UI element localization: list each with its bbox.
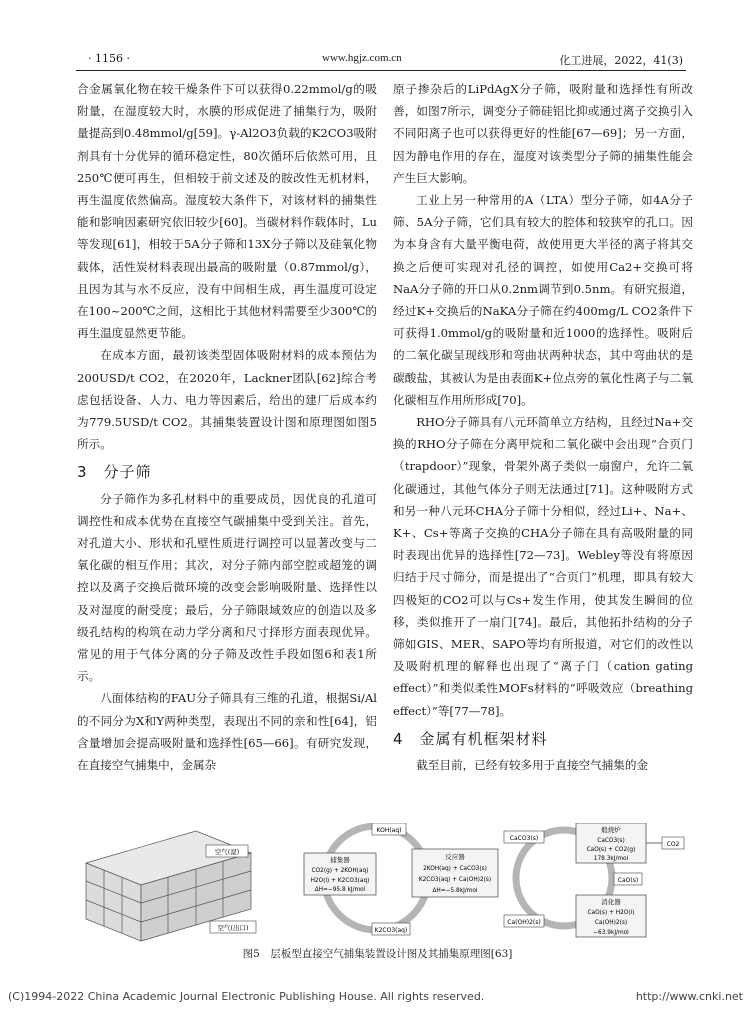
adsorber-reaction-2: H2O(l) + K2CO3(aq) — [310, 878, 370, 884]
slaker-reaction-2: Ca(OH)2(s) — [594, 920, 628, 926]
copyright-text: (C)1994-2022 China Academic Journal Electronic Publishing House. All rights reserved. — [8, 990, 485, 1003]
right-paragraph-3: RHO分子筛具有八元环简单立方结构，且经过Na+交换的RHO分子筛在分离甲烷和二氧化碳中会出现“合页门（trapdoor）”现象，骨架外离子类似一扇窗户，允许二氧化碳通过，其他气体分子则无法通过[71]。这种吸附方式和另一种八元环CHA分子筛十分相似，经过Li+、Na+、K+、Cs+等离子交换的CHA分子筛在具有高吸附量的同时表现出优异的选择性[72—73]。Webley等没有将原因归结于尺寸筛分，而是提出了“合页门”机理，即具有较大四极矩的CO2可以与Cs+发生作用，使其发生瞬间的位移，类似推开了一扇门[74]。最后，其他拓扑结构的分子筛如GIS、MER、SAPO等均有所报道，对它们的改性以及吸附机理的解释也出现了“离子门（cation gating effect）”和类似柔性MOFs材料的“呼吸效应（breathing effect）”等[77—78]。 — [393, 415, 693, 718]
left-paragraph-4: 八面体结构的FAU分子筛具有三维的孔道，根据Si/Al的不同分为X和Y两种类型，表现出不同的亲和性[64]，铝含量增加会提高吸附量和选择性[65—66]。有研究发现，在直接空气捕集中，金属杂 — [77, 691, 377, 773]
reactor-reaction-2: K2CO3(aq) + Ca(OH)2(s) — [418, 877, 492, 883]
koh-label: KOH(aq) — [376, 827, 402, 834]
journal-url: www.hgjz.com.cn — [322, 52, 402, 64]
right-paragraph-1: 原子掺杂后的LiPdAgX分子筛，吸附量和选择性有所改善，如图7所示，调变分子筛硅铝比抑或通过离子交换引入不同阳离子也可以获得更好的性能[67—69]；另一方面，因为静电作用的存在，湿度对该类型分子筛的捕集性能会产生巨大影响。 — [393, 82, 693, 185]
reactor-title: 反应器 — [445, 853, 465, 861]
air-out-label: 空气(出口) — [217, 924, 249, 932]
calciner-title: 煅烧炉 — [601, 826, 621, 834]
calciner-reaction-2: CaO(s) + CO2(g) — [586, 847, 636, 853]
adsorber-title: 捕集器 — [330, 856, 350, 864]
caoh2-label: Ca(OH)2(s) — [507, 919, 541, 926]
left-paragraph-1: 合金属氧化物在较干燥条件下可以获得0.22mmol/g的吸附量，在湿度较大时，水膜的形成促进了捕集行为，吸附量提高到0.48mmol/g[59]。γ-Al2O3负载的K2CO3吸附剂具有十分优异的循环稳定性，80次循环后依然可用，且250℃便可再生，但相较于前文述及的胺改性无机材料，再生温度依然偏高。湿度较大条件下，对该材料的捕集性能和影响因素研究依旧较少[60]。当碳材料作载体时，Lu等发现[61]，相较于5A分子筛和13X分子筛以及硅氧化物载体，活性炭材料表现出最高的吸附量（0.87mmol/g），且因为其与水不反应，没有中间相生成，再生温度可设定在100~200℃之间，这相比于其他材料需要至少300℃的再生温度显然更节能。 — [77, 82, 377, 341]
co2-label: CO2 — [666, 841, 680, 848]
figure-caption: 图5 层板型直接空气捕集装置设计图及其捕集原理图[63] — [242, 948, 513, 960]
header-rule — [76, 70, 686, 71]
adsorber-enthalpy: ΔH=−95.8 kJ/mol — [314, 887, 366, 893]
left-column — [77, 78, 377, 776]
k2co3-label: K2CO3(aq) — [374, 927, 408, 934]
page-number: · 1156 · — [88, 52, 130, 65]
calciner-enthalpy: 178.3kJ/mol — [593, 856, 629, 862]
right-paragraph-2: 工业上另一种常用的A（LTA）型分子筛，如4A分子筛、5A分子筛，它们具有较大的腔体和较狭窄的孔口。因为本身含有大量平衡电荷，故使用更大半径的离子将其交换之后便可实现对孔径的调控，如使用Ca2+交换可将NaA分子筛的开口从0.2nm调节到0.5nm。有研究报道，经过K+交换后的NaKA分子筛在约400mg/L CO2条件下可获得1.0mmol/g的吸附量和近1000的选择性。吸附后的二氧化碳呈现线形和弯曲状两种状态，其中弯曲状的是碳酸盐，其被认为是由表面K+位点旁的氧化性离子与二氧化碳相互作用所形成[70]。 — [393, 193, 693, 407]
caco3-label: CaCO3(s) — [509, 835, 539, 842]
slaker-title: 消化器 — [601, 898, 621, 906]
right-paragraph-4: 截至目前，已经有较多用于直接空气捕集的金 — [416, 758, 649, 773]
reactor-enthalpy: ΔH=−5.8kJ/mol — [432, 888, 478, 894]
section-heading-3: 3 分子筛 — [77, 463, 152, 482]
slaker-reaction-1: CaO(s) + H2O(l) — [587, 910, 635, 916]
slaker-enthalpy: −63.9kJ/mol — [593, 930, 629, 936]
left-paragraph-3: 分子筛作为多孔材料中的重要成员，因优良的孔道可调控性和成本优势在直接空气碳捕集中受到关注。首先，对孔道大小、形状和孔壁性质进行调控可以显著改变与二氧化碳的相互作用；其次，对分子筛内部空腔或超笼的调控以及离子交换后微环境的改变会影响吸附量、选择性以及对湿度的耐受度；最后，分子筛限域效应的创造以及多级孔结构的构筑在动力学分离和尺寸择形方面表现优异。常见的用于气体分离的分子筛及改性手段如图6和表1所示。 — [77, 491, 377, 684]
journal-citation: 化工进展，2022，41(3) — [559, 54, 683, 67]
cao-label: CaO(s) — [617, 877, 639, 884]
calciner-reaction-1: CaCO3(s) — [597, 838, 625, 844]
right-column — [393, 78, 693, 776]
figure-5 — [76, 823, 688, 943]
adsorber-reaction-1: CO2(g) + 2KOH(aq) — [311, 868, 369, 874]
reactor-reaction-1: 2KOH(aq) + CaCO3(s) — [423, 866, 487, 872]
left-paragraph-2: 在成本方面，最初该类型固体吸附材料的成本预估为200USD/t CO2，在2020年，Lackner团队[62]综合考虑包括设备、人力、电力等因素后，给出的建厂后成本约为779.5USD/t CO2。其捕集装置设计图和原理图如图5所示。 — [77, 348, 377, 452]
air-in-label: 空气(湿) — [214, 848, 240, 856]
section-heading-4: 4 金属有机框架材料 — [393, 729, 548, 748]
cnki-url: http://www.cnki.net — [635, 990, 743, 1003]
